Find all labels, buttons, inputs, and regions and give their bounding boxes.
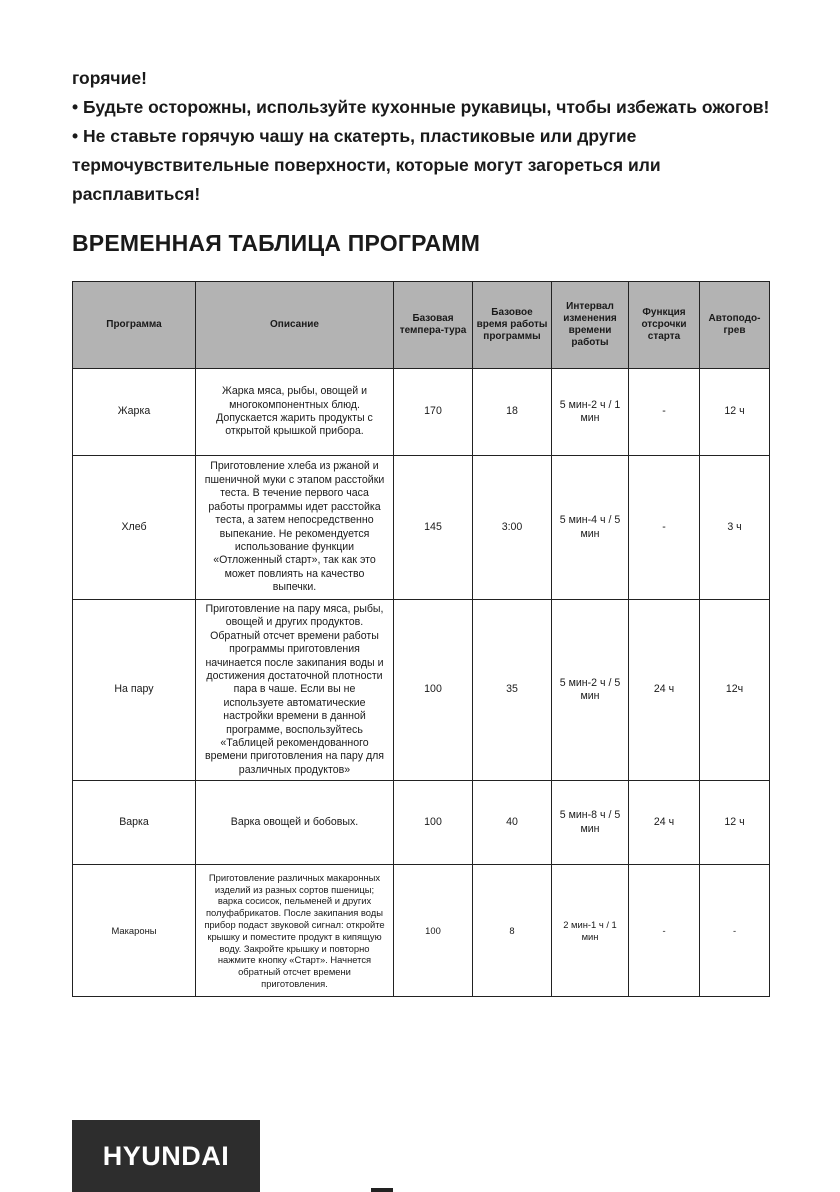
cell-description: Приготовление на пару мяса, рыбы, овощей и других продуктов. Обратный отсчет времени работы программы приготовления начинается после закипания воды и достижения достаточной плотности пара в чаше. Если вы не используете автоматические настройки времени в данной программе, воспользуйтесь «Таблицей рекомендованного времени приготовления на пару для различных продуктов» — [196, 600, 394, 781]
cell-delay: 24 ч — [629, 781, 700, 865]
cell-base-time: 18 — [473, 369, 552, 456]
warning-line: • Не ставьте горячую чашу на скатерть, пластиковые или другие термочувствительные поверхности, которые могут загореться или расплавиться! — [72, 126, 661, 204]
header-temperature: Базовая темпера-тура — [394, 282, 473, 369]
header-program: Программа — [73, 282, 196, 369]
header-base-time: Базовое время работы программы — [473, 282, 552, 369]
cell-program: Хлеб — [73, 456, 196, 600]
cell-description: Варка овощей и бобовых. — [196, 781, 394, 865]
header-interval: Интервал изменения времени работы — [552, 282, 629, 369]
cell-temperature: 100 — [394, 781, 473, 865]
cell-keep-warm: - — [700, 865, 770, 997]
table-header-row — [73, 282, 770, 369]
cell-interval: 5 мин-2 ч / 1 мин — [552, 369, 629, 456]
cell-temperature: 145 — [394, 456, 473, 600]
cell-delay: 24 ч — [629, 600, 700, 781]
cell-keep-warm: 12ч — [700, 600, 770, 781]
cell-keep-warm: 12 ч — [700, 781, 770, 865]
warning-line: горячие! — [72, 68, 147, 88]
cell-program: Жарка — [73, 369, 196, 456]
table-row — [73, 456, 770, 600]
header-description: Описание — [196, 282, 394, 369]
cell-base-time: 40 — [473, 781, 552, 865]
cell-temperature: 100 — [394, 865, 473, 997]
cell-keep-warm: 3 ч — [700, 456, 770, 600]
cell-interval: 5 мин-4 ч / 5 мин — [552, 456, 629, 600]
header-delay: Функция отсрочки старта — [629, 282, 700, 369]
cell-delay: - — [629, 456, 700, 600]
cell-temperature: 170 — [394, 369, 473, 456]
cell-description: Приготовление хлеба из ржаной и пшеничной муки с этапом расстойки теста. В течение первого часа работы программы идет расстойка теста, а затем непосредственно выпекание. Не рекомендуется использование функции «Отложенный старт», так как это может повлиять на качество выпечки. — [196, 456, 394, 600]
warning-line: • Будьте осторожны, используйте кухонные рукавицы, чтобы избежать ожогов! — [72, 97, 770, 117]
program-table — [72, 281, 770, 997]
cell-keep-warm: 12 ч — [700, 369, 770, 456]
cell-description: Приготовление различных макаронных изделий из разных сортов пшеницы; варка сосисок, пельменей и других полуфабрикатов. После закипания воды прибор подаст звуковой сигнал: откройте крышку и поместите продукт в кипящую воду. Закройте крышку и повторно нажмите кнопку «Старт». Начнется обратный отсчет времени приготовления. — [196, 865, 394, 997]
cell-base-time: 8 — [473, 865, 552, 997]
cell-interval: 5 мин-2 ч / 5 мин — [552, 600, 629, 781]
cell-program: Макароны — [73, 865, 196, 997]
cell-program: Варка — [73, 781, 196, 865]
cell-delay: - — [629, 369, 700, 456]
cell-interval: 2 мин-1 ч / 1 мин — [552, 865, 629, 997]
table-row — [73, 781, 770, 865]
warning-text — [72, 64, 792, 209]
cell-program: На пару — [73, 600, 196, 781]
header-keep-warm: Автоподо-грев — [700, 282, 770, 369]
cell-delay: - — [629, 865, 700, 997]
section-title: ВРЕМЕННАЯ ТАБЛИЦА ПРОГРАММ — [72, 230, 481, 256]
cell-interval: 5 мин-8 ч / 5 мин — [552, 781, 629, 865]
brand-logo: HYUNDAI — [72, 1120, 260, 1192]
table-row — [73, 600, 770, 781]
cell-description: Жарка мяса, рыбы, овощей и многокомпонентных блюд. Допускается жарить продукты с открытой крышкой прибора. — [196, 369, 394, 456]
table-row — [73, 369, 770, 456]
table-row — [73, 865, 770, 997]
cell-base-time: 3:00 — [473, 456, 552, 600]
cell-temperature: 100 — [394, 600, 473, 781]
cell-base-time: 35 — [473, 600, 552, 781]
page-marker — [371, 1188, 393, 1192]
